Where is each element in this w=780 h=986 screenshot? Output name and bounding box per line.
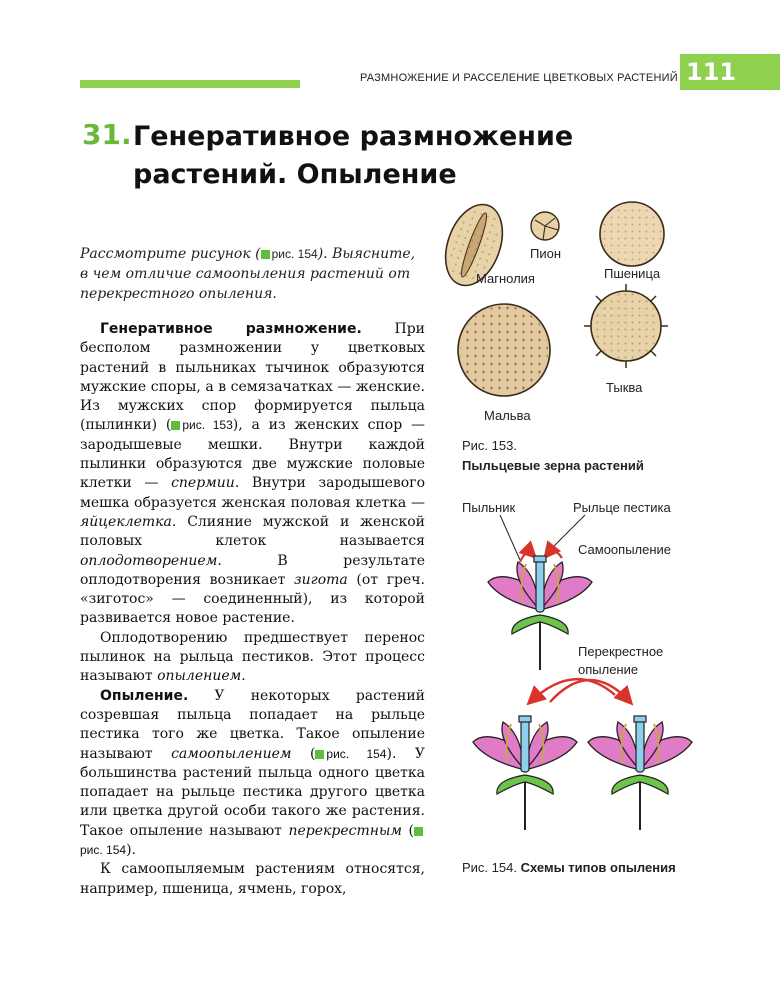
figure-154-caption: Рис. 154. Схемы типов опыления <box>462 860 676 875</box>
flower-cross-left <box>473 716 577 830</box>
paragraph-self-pollinated: К самоопыляемым растениям относятся, например, пшеница, ячмень, горох, <box>80 861 425 897</box>
label-mallow: Мальва <box>484 408 531 423</box>
pollen-mallow <box>458 304 550 396</box>
label-magnolia: Магнолия <box>476 271 535 286</box>
paragraph-pollination: Опыление. У некоторых растений созревшая пыльца попадает на рыльце пестика того же цветка. Такое опыление называют самоопылением ( рис. 154). У большинства растений пыльца одного цветка попадает на рыльце пестика другого цветка или цветка другой особи такого же растения. Такое опыление называют перекрестным (рис. 154). <box>80 687 425 859</box>
label-self-pollination: Самоопыление <box>578 542 672 557</box>
pollen-wheat <box>600 202 664 266</box>
ref-square-icon <box>315 750 324 759</box>
flower-cross-right <box>588 716 692 830</box>
figure-ref[interactable]: рис. 154 <box>80 824 425 857</box>
label-cross-pollination-2: опыление <box>578 662 639 677</box>
ref-square-icon <box>171 421 180 430</box>
figure-153-pollen <box>440 200 680 430</box>
figure-ref[interactable]: рис. 154 <box>315 747 386 761</box>
paragraph-pollination-intro: Оплодотворению предшествует перенос пылинок на рыльца пестиков. Этот процесс называют опылением. <box>80 629 425 685</box>
label-anther: Пыльник <box>462 500 516 515</box>
label-wheat: Пшеница <box>604 266 661 281</box>
pollen-pumpkin <box>584 284 668 368</box>
figure-ref[interactable]: рис. 153 <box>171 418 232 432</box>
label-pumpkin: Тыква <box>606 380 643 395</box>
self-pollination-arrow <box>546 551 562 558</box>
label-cross-pollination-1: Перекрестное <box>578 644 664 659</box>
figure-ref[interactable]: рис. 154 <box>261 247 318 261</box>
figure-153-caption-title: Пыльцевые зерна растений <box>462 458 644 473</box>
ref-square-icon <box>261 250 270 259</box>
flower-self-pollinated <box>488 556 592 670</box>
ref-square-icon <box>414 827 423 836</box>
body-text <box>80 320 425 899</box>
figure-153-caption-number: Рис. 153. <box>462 438 517 453</box>
running-header: РАЗМНОЖЕНИЕ И РАССЕЛЕНИЕ ЦВЕТКОВЫХ РАСТЕНИЙ <box>360 72 678 84</box>
task-prompt: Рассмотрите рисунок ( рис. 154). Выясните, в чем отличие самоопыления растений от перекрестного опыления. <box>80 246 416 302</box>
paragraph-generative: Генеративное размножение. При бесполом размножении у цветковых растений в пыльниках тычинок образуются мужские споры, а в семязачатках — женские. Из мужских спор формируется пыльца (пылинки) ( рис. 153), а из женских спор — зародышевые мешки. Внутри каждой пылинки образуются две мужские половые клетки — спермии. Внутри зародышевого мешка образуется женская половая клетка — яйцеклетка. Слияние мужской и женской половых клеток называется оплодотворением. В результате оплодотворения возникает зигота (от греч. «зиготос» — соединенный), из которой развивается новое растение. <box>80 321 426 627</box>
pollen-peony <box>531 212 559 240</box>
chapter-title: Генеративное размножение растений. Опыление <box>133 121 574 190</box>
cross-pollination-arrow <box>550 680 630 702</box>
chapter-number: 31. <box>82 118 132 151</box>
label-stigma: Рыльце пестика <box>573 500 671 515</box>
label-peony: Пион <box>530 246 562 261</box>
pointer-anther <box>500 515 520 560</box>
header-accent-bar <box>80 80 300 88</box>
self-pollination-arrow <box>520 553 534 562</box>
page-number: 111 <box>680 54 780 90</box>
